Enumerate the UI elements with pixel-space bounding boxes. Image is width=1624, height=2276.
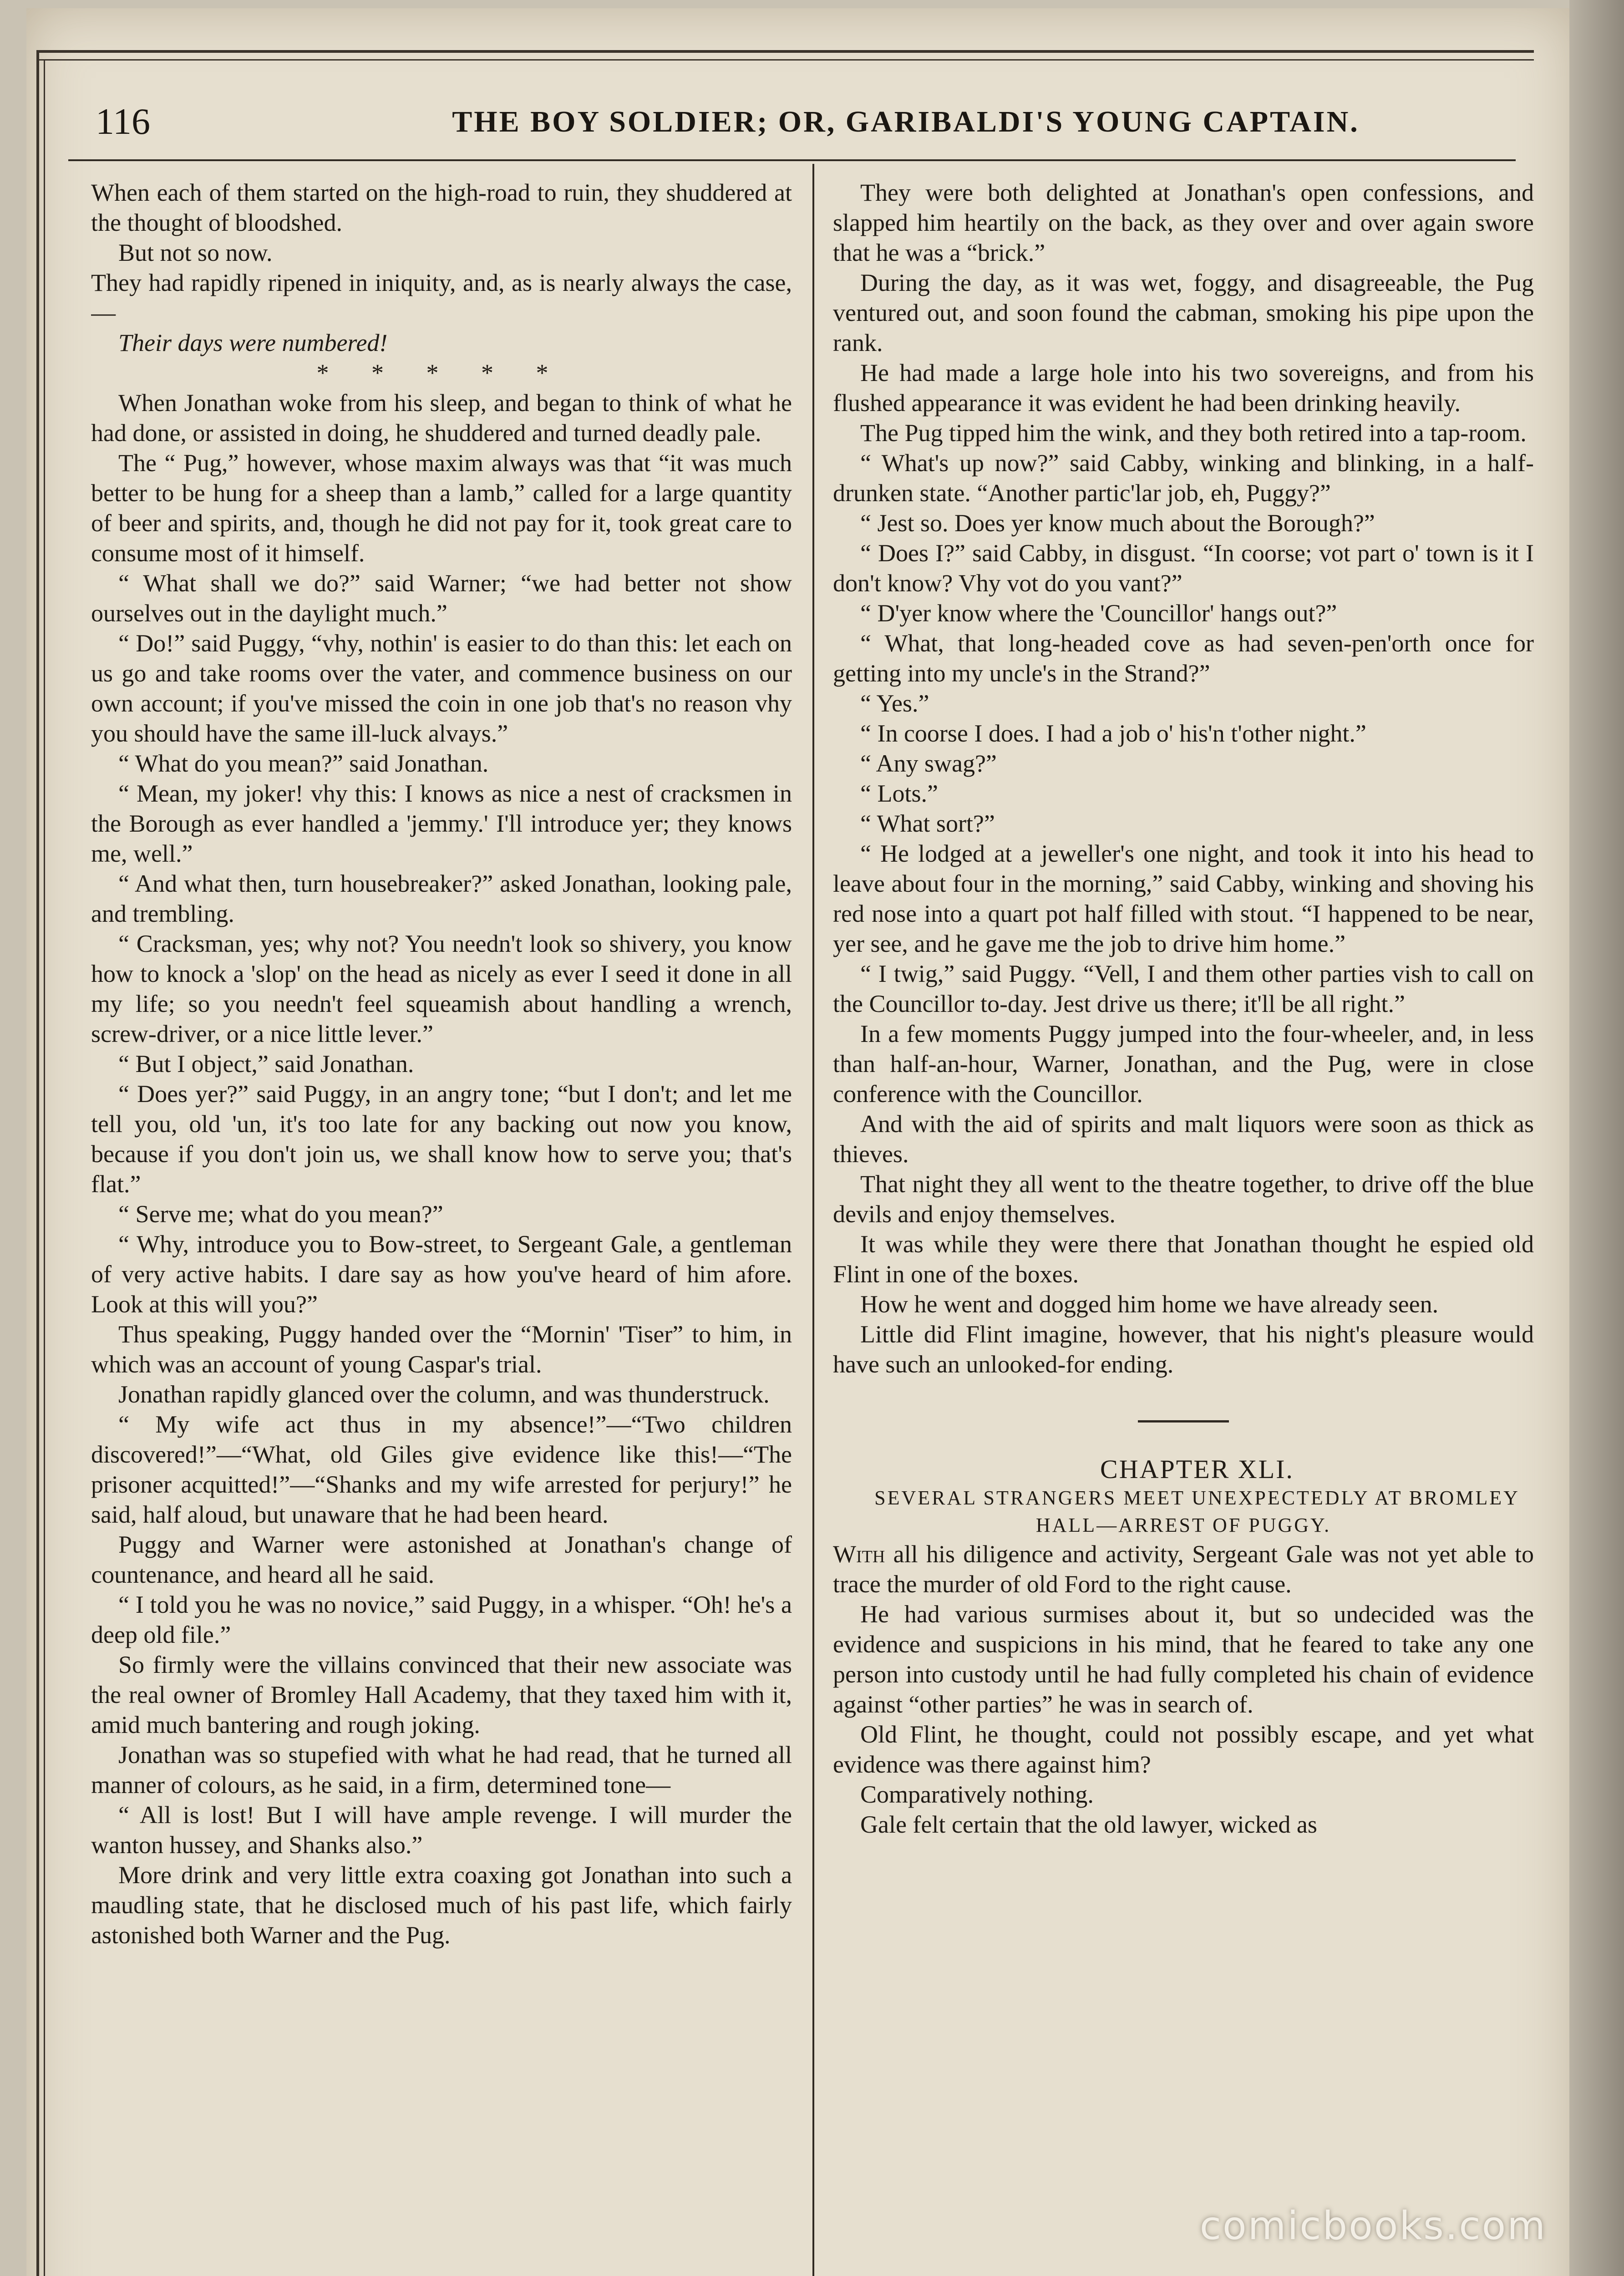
paragraph: “ What, that long-headed cove as had seven-pen'orth once for getting into my uncle's in the Strand?” [833, 630, 1534, 687]
paragraph: Puggy and Warner were astonished at Jonathan's change of countenance, and heard all he said. [91, 1531, 792, 1588]
frame-rule-left [36, 50, 39, 2276]
paragraph: “ Cracksman, yes; why not? You needn't look so shivery, you know how to knock a 'slop' on the head as nicely as ever I seed it done in all my life; so you needn't feel squeamish about handling a wrench, screw-driver, or a nice little lever.” [91, 930, 792, 1047]
right-column [833, 178, 1534, 2276]
paragraph: The Pug tipped him the wink, and they both retired into a tap-room. [860, 419, 1527, 447]
paragraph: It was while they were there that Jonathan thought he espied old Flint in one of the boxes. [833, 1230, 1534, 1288]
paragraph: “ What shall we do?” said Warner; “we had better not show ourselves out in the daylight much.” [91, 569, 792, 627]
column-divider [812, 164, 814, 2276]
paragraph: “ And what then, turn housebreaker?” asked Jonathan, looking pale, and trembling. [91, 870, 792, 927]
page-header [68, 96, 1516, 146]
paragraph: Jonathan was so stupefied with what he had read, that he turned all manner of colours, as he said, in a firm, determined tone— [91, 1741, 792, 1798]
paragraph: “ In coorse I does. I had a job o' his'n t'other night.” [860, 720, 1366, 747]
paragraph: They had rapidly ripened in iniquity, and, as is nearly always the case,— [91, 269, 792, 326]
paragraph: “ Why, introduce you to Bow-street, to Sergeant Gale, a gentleman of very active habits. I dare say as how you've heard of him afore. Look at this will you?” [91, 1230, 792, 1318]
paragraph: “ I twig,” said Puggy. “Vell, I and them other parties vish to call on the Councillor to-day. Jest drive us there; it'll be all right.” [833, 960, 1534, 1017]
paragraph-italic: Their days were numbered! [118, 329, 388, 356]
paragraph: “ I told you he was no novice,” said Puggy, in a whisper. “Oh! he's a deep old file.” [91, 1591, 792, 1648]
paragraph: And with the aid of spirits and malt liquors were soon as thick as thieves. [833, 1110, 1534, 1168]
paragraph: “ Jest so. Does yer know much about the Borough?” [860, 509, 1375, 537]
left-column [91, 178, 792, 2276]
paragraph: Jonathan rapidly glanced over the column, and was thunderstruck. [118, 1381, 770, 1408]
paragraph: “ What's up now?” said Cabby, winking and blinking, in a half-drunken state. “Another partic'lar job, eh, Puggy?” [833, 449, 1534, 507]
paragraph: So firmly were the villains convinced that their new associate was the real owner of Bromley Hall Academy, that they taxed him with it, amid much bantering and rough joking. [91, 1651, 792, 1738]
paragraph: “ But I object,” said Jonathan. [118, 1050, 414, 1077]
opening-word: With [833, 1540, 885, 1568]
header-rule [68, 159, 1516, 161]
chapter-summary: SEVERAL STRANGERS MEET UNEXPECTEDLY AT BROMLEY HALL—ARREST OF PUGGY. [874, 1487, 1520, 1536]
frame-rule-left-inner [44, 59, 45, 2276]
paragraph: That night they all went to the theatre together, to drive off the blue devils and enjoy themselves. [833, 1170, 1534, 1228]
paragraph: Comparatively nothing. [860, 1781, 1094, 1808]
paragraph: He had various surmises about it, but so undecided was the evidence and suspicions in his mind, that he feared to take any one person into custody until he had fully completed his chain of evidence against “other parties” he was in search of. [833, 1600, 1534, 1718]
paragraph: Thus speaking, Puggy handed over the “Mornin' 'Tiser” to him, in which was an account of young Caspar's trial. [91, 1321, 792, 1378]
paragraph: But not so now. [118, 239, 273, 266]
paragraph: More drink and very little extra coaxing got Jonathan into such a maudling state, that he disclosed much of his past life, which fairly astonished both Warner and the Pug. [91, 1861, 792, 1949]
chapter-title: CHAPTER XLI. [1100, 1454, 1294, 1484]
paragraph: “ Serve me; what do you mean?” [118, 1200, 443, 1228]
paragraph: When Jonathan woke from his sleep, and began to think of what he had done, or assisted in doing, he shuddered and turned deadly pale. [91, 389, 792, 447]
paragraph: “ Yes.” [860, 690, 929, 717]
section-break-stars: * * * * * [316, 359, 567, 386]
paragraph: “ What sort?” [860, 810, 995, 837]
paragraph: Gale felt certain that the old lawyer, wicked as [860, 1811, 1317, 1838]
paragraph: How he went and dogged him home we have already seen. [860, 1290, 1439, 1318]
opening-text: all his diligence and activity, Sergeant Gale was not yet able to trace the murder of old Ford to the right cause. [833, 1540, 1534, 1598]
paragraph: The “ Pug,” however, whose maxim always was that “it was much better to be hung for a sheep than a lamb,” called for a large quantity of beer and spirits, and, though he did not pay for it, took great care to consume most of it himself. [91, 449, 792, 567]
paragraph: “ My wife act thus in my absence!”—“Two children discovered!”—“What, old Giles give evidence like this!—“The prisoner acquitted!”—“Shanks and my wife arrested for perjury!” he said, half aloud, but unaware that he had been heard. [91, 1411, 792, 1528]
chapter-rule [1138, 1420, 1229, 1422]
paragraph: “ Lots.” [860, 780, 938, 807]
paragraph: “ D'yer know where the 'Councillor' hangs out?” [860, 599, 1337, 627]
paragraph: “ Does I?” said Cabby, in disgust. “In coorse; vot part o' town is it I don't know? Vhy vot do you vant?” [833, 539, 1534, 597]
paragraph: During the day, as it was wet, foggy, and disagreeable, the Pug ventured out, and soon found the cabman, smoking his pipe upon the rank. [833, 269, 1534, 356]
frame-rule-top [36, 50, 1534, 53]
chapter-opening-paragraph [833, 1539, 1534, 1599]
paragraph: “ Do!” said Puggy, “vhy, nothin' is easier to do than this: let each on us go and take rooms over the vater, and commence business on our own account; if you've missed the coin in one job that's no reason vhy you should have the same ill-luck alvays.” [91, 630, 792, 747]
paragraph: In a few moments Puggy jumped into the four-wheeler, and, in less than half-an-hour, Warner, Jonathan, and the Pug, were in close conference with the Councillor. [833, 1020, 1534, 1108]
paragraph: Little did Flint imagine, however, that his night's pleasure would have such an unlooked-for ending. [833, 1321, 1534, 1378]
watermark: comicbooks.com [1199, 2203, 1547, 2249]
paragraph: “ Mean, my joker! vhy this: I knows as nice a nest of cracksmen in the Borough as ever handled a 'jemmy.' I'll introduce yer; they knows me, well.” [91, 780, 792, 867]
book-spine-edge [1569, 0, 1624, 2276]
paragraph: He had made a large hole into his two sovereigns, and from his flushed appearance it was evident he had been drinking heavily. [833, 359, 1534, 417]
paragraph: When each of them started on the high-road to ruin, they shuddered at the thought of bloodshed. [91, 179, 792, 236]
frame-rule-inner [36, 59, 1534, 61]
paragraph: They were both delighted at Jonathan's open confessions, and slapped him heartily on the back, as they over and over again swore that he was a “brick.” [833, 179, 1534, 266]
page-number: 116 [96, 101, 150, 142]
running-title: THE BOY SOLDIER; OR, GARIBALDI'S YOUNG CAPTAIN. [452, 105, 1360, 138]
paragraph: “ Any swag?” [860, 750, 997, 777]
paragraph: “ What do you mean?” said Jonathan. [118, 750, 489, 777]
paragraph: “ Does yer?” said Puggy, in an angry tone; “but I don't; and let me tell you, old 'un, it's too late for any backing out now you know, because if you don't join us, we shall know how to serve you; that's flat.” [91, 1080, 792, 1198]
paragraph: Old Flint, he thought, could not possibly escape, and yet what evidence was there against him? [833, 1721, 1534, 1778]
paragraph: “ He lodged at a jeweller's one night, and took it into his head to leave about four in the morning,” said Cabby, winking and shoving his red nose into a quart pot half filled with stout. “I happened to be near, yer see, and he gave me the job to drive him home.” [833, 840, 1534, 957]
paragraph: “ All is lost! But I will have ample revenge. I will murder the wanton hussey, and Shanks also.” [91, 1801, 792, 1859]
